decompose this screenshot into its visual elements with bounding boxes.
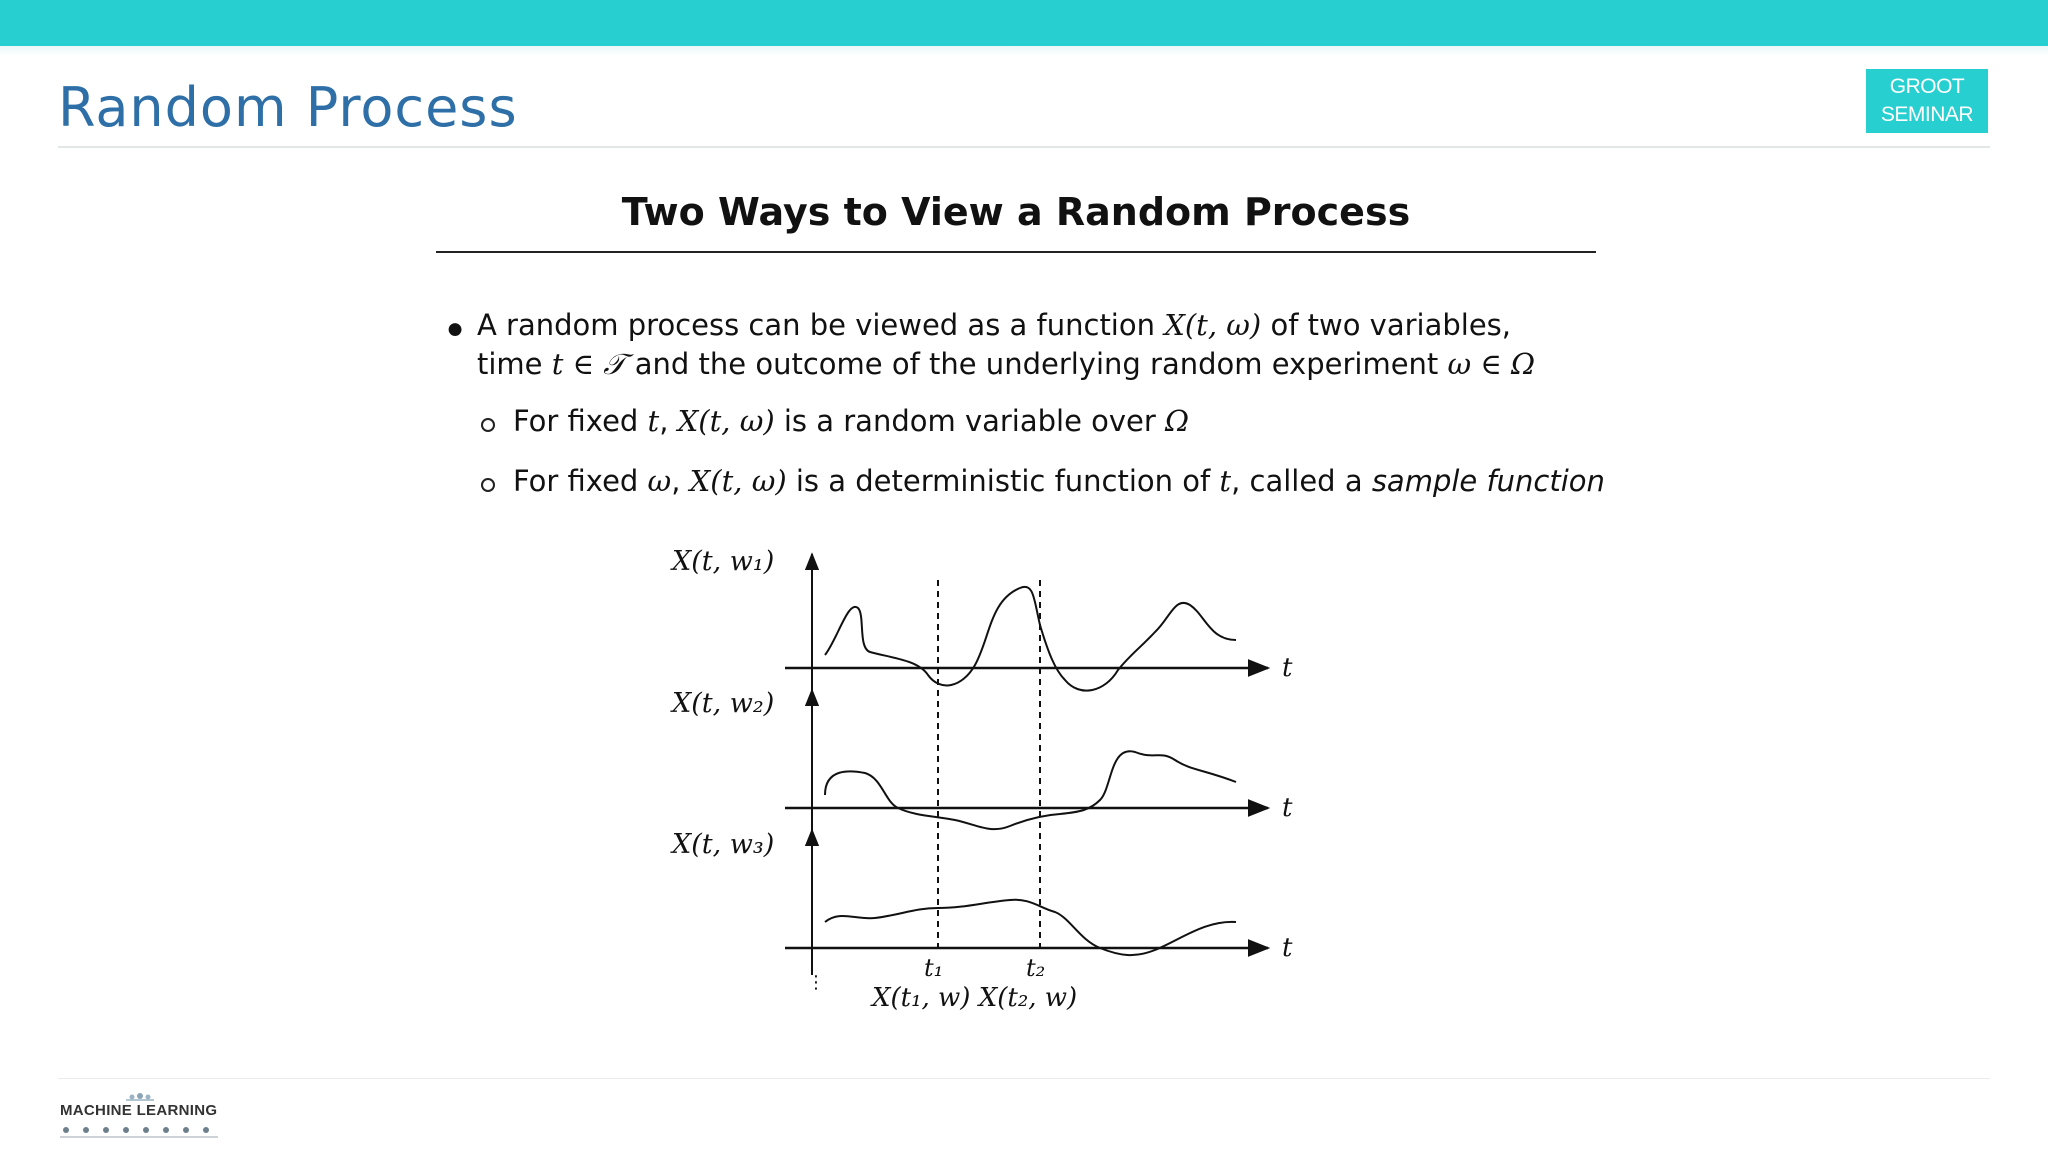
sub-bullet-2 [513,464,1605,498]
badge-line-1: GROOT [1889,75,1965,98]
axis-label-t-2: t [1282,793,1293,823]
bullet-line-2 [477,347,1535,382]
bullet-line-1-text-b: of two variables, [1261,308,1511,342]
label-x-w2: X(t, w₂) [672,688,775,719]
sample-functions-figure [660,540,1320,1020]
slide-title: Random Process [58,76,518,139]
top-accent-bar [0,0,2048,46]
sub2-text-a: For fixed [513,464,648,498]
heading-underline [436,251,1596,253]
bottom-label-x-t1-t2: X(t₁, w) X(t₂, w) [872,983,1078,1013]
sub2-text-d: , called a [1231,464,1372,498]
sub1-math-1: t [647,404,660,438]
sub2-text-b: , [671,464,690,498]
sub2-math-3: t [1219,464,1232,498]
bullet-line-1 [477,308,1511,342]
axis-label-t-1: t [1282,653,1293,683]
sub2-math-2: X(t, ω) [689,464,787,498]
bullet-line-2-text-b: and the outcome of the underlying random experiment [625,347,1448,381]
bullet-line-1-text-a: A random process can be viewed as a function [477,308,1165,342]
groot-seminar-badge [1866,69,1988,133]
sample-function-w1 [825,587,1236,691]
title-divider [58,146,1990,148]
sub1-math-2: X(t, ω) [677,404,775,438]
bullet-line-2-text-a: time [477,347,552,381]
sub-bullet-circle-icon [481,418,495,432]
bullet-line-2-math-2: ω ∈ Ω [1447,347,1536,381]
sub2-sample-function: sample function [1371,464,1605,498]
badge-line-2: SEMINAR [1880,103,1974,126]
sub2-text-c: is a deterministic function of [786,464,1220,498]
sub-bullet-1 [513,404,1189,438]
bullet-dot-icon: ● [446,312,465,345]
sub1-text-a: For fixed [513,404,648,438]
machine-learning-logo [58,1088,228,1148]
sub1-text-c: is a random variable over [774,404,1166,438]
logo-text: MACHINE LEARNING [60,1102,218,1119]
bullet-line-1-math: X(t, ω) [1164,308,1262,342]
content-heading: Two Ways to View a Random Process [621,190,1411,234]
sub1-math-3: Ω [1165,404,1190,438]
label-x-w3: X(t, w₃) [672,829,775,860]
axis-label-t-3: t [1282,933,1293,963]
sub1-text-b: , [659,404,678,438]
bullet-line-2-math-1: t ∈ 𝒯 [551,347,626,381]
top-bar-shadow [0,46,2048,56]
sample-function-w2 [825,751,1236,829]
sub-bullet-circle-icon [481,478,495,492]
footer-divider [58,1078,1990,1079]
sub2-math-1: ω [647,464,672,498]
continuation-dots: ⋮ [807,972,825,993]
label-x-w1: X(t, w₁) [672,546,775,577]
tick-label-t1: t₁ [924,954,944,982]
tick-label-t2: t₂ [1026,954,1046,982]
